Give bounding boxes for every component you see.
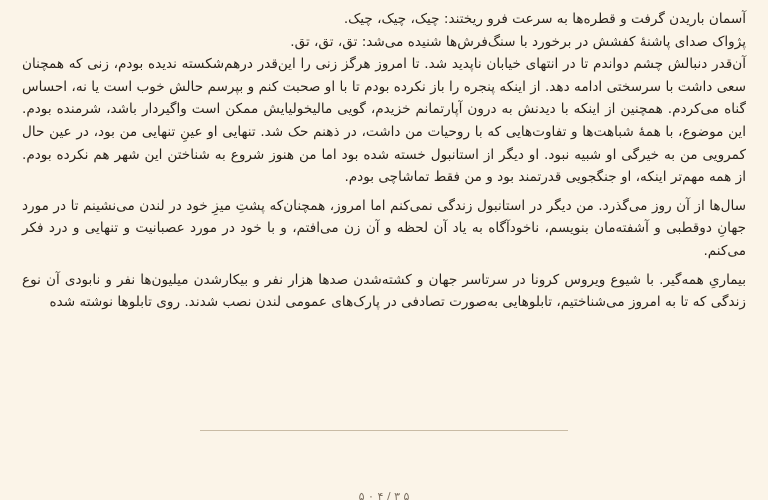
paragraph-rain: آسمان باریدن گرفت و قطره‌ها به سرعت فرو ریختند: چیک، چیک، چیک.: [343, 11, 746, 27]
paragraph-heels: پژواک صدای پاشنهٔ کفشش در برخورد با سنگ‌فرش‌ها شنیده می‌شد: تق، تق، تق.: [290, 33, 746, 50]
paragraph-woman: آن‌قدر دنبالش چشم دواندم تا در انتهای خیابان ناپدید شد. تا امروز هرگز زنی را این‌قدر درهم‌شکسته ندیده بودم، زنی که همچنان سعی داشت با سرسختی ادامه دهد. از اینکه پنجره را باز نکرده بودم تا با او صحبت کنم و بپرسم حالش خوب است یا نه، احساس گناه می‌کردم. همچنین از اینکه با دیدنش به درون آپارتمانم خزیدم، گویی مالیخولیایش ممکن است واگیردار باشد، شرمنده بودم. این موضوع، با همهٔ شباهت‌ها و تفاوت‌هایی که با روحیات من داشت، در ذهنم حک شد. تنهایی او عینِ تنهایی من بود، در عین حال کمرویی من به خیرگی او شبیه نبود. او دیگر از استانبول خسته شده بود اما من هنوز شروع به شناختن این شهر هم نکرده بودم. از همه مهم‌تر اینکه، او جنگجویی قدرتمند بود و من فقط تماشاچی بودم.: [22, 56, 746, 186]
body-text: [22, 8, 746, 314]
paragraph-pandemic: بیماریِ همه‌گیر. با شیوع ویروس کرونا در سرتاسر جهان و کشته‌شدن صدها هزار نفر و بیکارشدن میلیون‌ها نفر و نابودی آن نوع زندگی که تا به امروز می‌شناختیم، تابلوهایی به‌صورت تصادفی در پارک‌های عمومی لندن نصب شدند. روی تابلوها نوشته شده: [22, 271, 746, 311]
paragraph-years-later: سال‌ها از آن روز می‌گذرد. من دیگر در استانبول زندگی نمی‌کنم اما امروز، همچنان‌که پشتِ میزِ خود در لندن می‌نشینم تا در مورد جهانِ دوقطبی و آشفته‌مان بنویسم، ناخودآگاه به یاد آن لحظه و آن زن می‌افتم، و با خود در مورد عصبانیت و تنهایی و درد فکر می‌کنم.: [22, 197, 746, 259]
page-indicator: ۵ ۳ / ۴ ۰ ۵: [358, 490, 410, 500]
footer-divider: [200, 430, 568, 431]
